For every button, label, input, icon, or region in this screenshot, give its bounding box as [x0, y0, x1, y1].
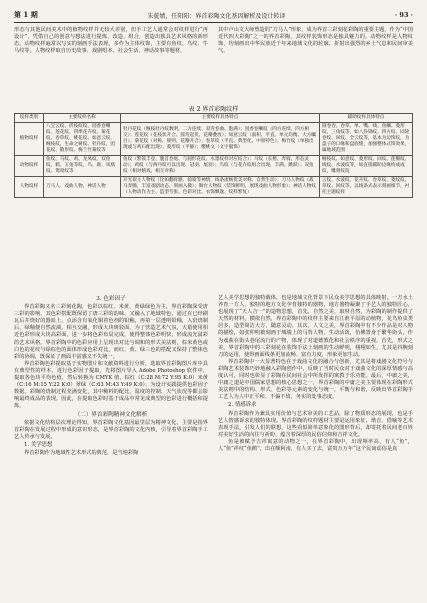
- bottom-right-column: [218, 295, 413, 453]
- table-row: [15, 156, 413, 177]
- table-cell-category: 动物纹样: [15, 156, 44, 177]
- table-cell-category: 人物纹样: [15, 177, 44, 198]
- table-cell-names: 八宝云纹、折枝纹纹、园香卷喇纹、莲花纹、四季花卉纹、菊花纹、卷草纹、桃花纹、如意云纹、缠枝纹、生命之树纹、牡丹纹、团花纹、散形纹、梅兰竹菊纹等: [44, 123, 121, 156]
- paragraph: 形态与其他民间美术中的植物纹样并无较大差别，但手工艺人通常会对纹样进行“再设计”，凭借自己的创意与想法进行提炼、改造、组合，创造出独具艺术风格的新形态。动物纹样遍常以写实的刻画手法表现，多作为主体纹饰，主要有鱼纹、鸟纹、牛马纹等。人物纹样取自历史故事、戏剧唱本、社会生活、神话故事等题材，: [14, 27, 208, 55]
- table-header-cell: 纹样类别: [15, 114, 44, 123]
- table-row: [15, 177, 413, 198]
- table-cell-aux: 云纹、水波纹、花卉纹、卷草纹、菱纹纹、草纹、回纹等，以线条式表示刻画细节，衬托主题纹样: [320, 177, 413, 198]
- pattern-table: [14, 113, 413, 198]
- table-header-cell: 辅助纹样具体特点: [320, 114, 413, 123]
- running-title: 朱莸婧，任阳阳：界首彩陶文化基因解析及设计转译: [147, 12, 286, 20]
- table-header-row: [15, 114, 413, 123]
- section-heading: 3. 色彩因子: [96, 296, 126, 302]
- issue-number: 第 1 期: [14, 10, 38, 19]
- paragraph: 其中卢山文大师塑造的“刀马人”形象，成为界首三彩刻花彩陶的重要主题，作为“中国近代四大彩陶”之一的界首彩陶，其纹样装饰形态是独具魅力的。动物纹样是人物纹饰，均刻画出中华民族近千年来地域文化的轮廓，折射出强烈的乡土气息和民间审美气。: [218, 27, 413, 55]
- page-number: · 93 ·: [394, 11, 413, 19]
- table-cell-names: 鱼纹、马纹、鸡、龙凤纹、双鱼纹、鹤、玉兔等纹、鸟、鹿、凤凰纹、鸳鸯纹等: [44, 156, 121, 177]
- table-cell-aux: 缠枝纹、如意纹、菱形纹、回纹、莲瓣纹、线纹、水波纹等，如直接辅助边缘构成成纹，雕刻纹纹: [320, 156, 413, 177]
- table-cell-main: 开光似主人物纹（比如翻骨骼、骑骑等神情，线条流畅优美对称、自然生动）；刀马人物纹（战马奔腾、丰富戏剧动态、刻画入微）；舞台人物纹（装饰鲜明、展现戏曲人物形象）；神话人物纹（人物动作为主、造型夸张、色彩对比、衣饰飘逸、纹样繁复）: [121, 177, 320, 198]
- paragraph: 界首彩陶作为兼具实用价值与艺术审美的工艺品，除了物质形态的展现，也是手艺人情感诉求的独特体现。界首彩陶的纹样题材主要是运用象征、谐音、借喻等艺术表现手法，引发人们的联想，这些看似简单意象化的图形背后，却寄托着民间老百姓对美好生活的向往与祈盼，蕴含着深厚的民俗信仰和吉祥文化。: [218, 410, 413, 438]
- table-cell-names: 刀马人、戏曲人物、神话人物: [44, 177, 121, 198]
- table-caption: 表 2 界首彩陶纹样: [188, 106, 239, 113]
- table-row: [15, 123, 413, 156]
- subsection-heading: 2. 情感诉求: [228, 402, 257, 409]
- subsection-heading: 1. 美学思想: [24, 441, 53, 448]
- paragraph: 界首彩陶中一大显著特色在于戏曲文化的融合与创新，尤其是将戏剧文化符号与彩陶艺术装饰巧妙地融入彩陶创作中，反映了当时民众对于戏曲文化的深厚情感与高度认可，同时也彰显了彩陶在民间社会中所发挥的寓教于乐功能。最后，中庸之美，中庸之道是中国儒家思想的核心思想之一，界首彩陶的中庸之美主要体现在彩陶形式美法则中的结构、形式、色彩等元素的变化与统一，平衡与和谐，反映出界首彩陶手工艺人为人中正平和、不偏不倚，务实的处事态度。: [218, 358, 413, 401]
- running-header: [14, 8, 413, 23]
- table-cell-main: 牡丹花纹（缠枝牡丹纹数明，二方连续、双弯卷曲、饱满）；园香卷喇纹（四方连续、四方相交）；莲花纹（花枝状开合、弧弯起伏、花瓣叠放）；如意云纹（面积、平直、单元均衡、大方瞩目）；菊花纹（对称、规则、花瓣开合）；卷草纹（平直、典型化、中原特色）；梅竹纹（单独出现或与鸡石配出现）；菱形纹（平静）；樱桃文（文字服饰）: [121, 123, 320, 156]
- top-left-column: [14, 27, 208, 55]
- bottom-left-column: [14, 295, 208, 457]
- section-heading: （二）界首彩陶精神文化解析: [74, 411, 148, 418]
- paragraph: 鱼是被赋予吉祥寓意的动物之一，在界首彩陶中，出现频率高，有人“鱼”，人“鱼”祥纹“鱼鹅”，出在颇阿南，有人买了去，富贵万万年“这个民间谣俗是真: [218, 438, 413, 452]
- table-cell-aux: 圆卷卷、卷草、单、嘴、线、鱼鳞、菱形纹、三角纹等，如八卦锦纹、四方纹、同轮卷纹、回纹、全云纹等，基本为边饰纹，为盘子的口缘和盘底缝，加强整体式饰效果，属地域范围: [320, 123, 413, 156]
- table-header-cell: 主要纹样名称: [44, 114, 121, 123]
- paragraph: 界首彩陶又名三彩刻花陶，色彩以棕红、米黄、黄绿绿色为主，界首彩陶深受唐三彩的影响，其色彩搭配既保留了唐三彩的韵味，又融入了地域特色，通过在已经刷瓦后并烧好的器皿上，点添含有氧化铜着色剂的铅釉，再第一层透明铅釉，入窑烧制后，绿釉便自然流淌，相互交融，形成大块斑驳面，为了营造艺术气氛，大量使用相近色彩形成大块高彩面，进一步将色彩布局完成，使得整体色彩明快，形成流光溢彩的艺术风格。界首彩陶中的色彩应用上呈现出对比与调和的形式美法则，棕米黄色或白色的花纹与绿棕色的面体形成色彩对比，而红、黄、绿三色的搭配又保持了整体色彩的协调，既保证了画面丰富感又不失统一。: [14, 304, 208, 360]
- paragraph: 依据文化结构层次理论得知，界首彩陶文化基因最里层为精神文化，主要是指界首彩陶在发展过程中形成的意识形态，是界首彩陶的文化内核，引导着界首彩陶手工艺人传承与发展。: [14, 419, 208, 440]
- table-cell-category: 植物纹样: [15, 123, 44, 156]
- table-cell-main: 鱼纹（繁簇丰登、腹首卷尾、与圆形花纹、水墨纹样对应结合）；马纹（长鬃、奔骑、形态灵动）；鸡纹（与两丹纹可以出现、冠羽、尾羽）；鸟纹（与花卉纹组合出现、丰满、跳跃）；双鱼纹（相对嬉戏、相互对称）: [121, 156, 320, 177]
- paragraph: 界首彩陶色彩提取基于实物图片和文献资料进行分析，选取界首彩陶图片库中具有典型性的样本，进行色彩因子提取，先将图片导入 Adobe Photoshop 软件中，提取各色块平均色值，然后转换为 CMYK 值，棕红（C:28 M:72 Y:95 K:0）米黄（C:16 M:15 Y:22 K:0）翠绿（C:63 M:43 Y:49 K:0），为设计实践提供色彩因子数据。彩陶的烧制过程充满变化，其中釉料的配比、温度的控制、天气状况等都会影响最终成品的表现。因此，在提取色彩时基于成品中常见成典型的色彩进行概括和提炼。: [14, 360, 208, 410]
- table-header-cell: 主要纹样具体特点: [121, 114, 320, 123]
- paragraph: 界首彩陶作为地域性艺术形式的典范，是当地彩陶: [24, 449, 139, 456]
- top-right-column: [218, 27, 413, 55]
- paragraph: 艺人美学思想的独特载体，也是地域文化背景下民众美学思想的具体映射。一方水土养育一方人，独特的地方文化孕育独特的器物，地方器物凝聚了手艺人的独特匠心，也展现了“天人合一”的造物思想，首先，自然之美，取材自然，为彩陶的制作提供了天然的材料，横依自然，界首彩陶中的纹样主要来自江淮平原的动植物，花鸟鱼虫类居多，造型简洁大方，随意灵动。其次，人文之美，界首彩陶中有不少作品是对人物的描绘，如张仲明被刻画于城墙上的马背人物，生动活泼，仿佛置身于繁华街头，作为戏曲在街头巷尾流行的产物，体现了对道德教化和社会秩序的重视。首先，形式之美，界首彩陶中的三彩刻花在装饰手法上刻画的生动鲜明，栩栩如生，尤其是抖腕刻刀的运用，使得画面线条更加流畅、富有力度，形象更加生动。: [218, 295, 413, 358]
